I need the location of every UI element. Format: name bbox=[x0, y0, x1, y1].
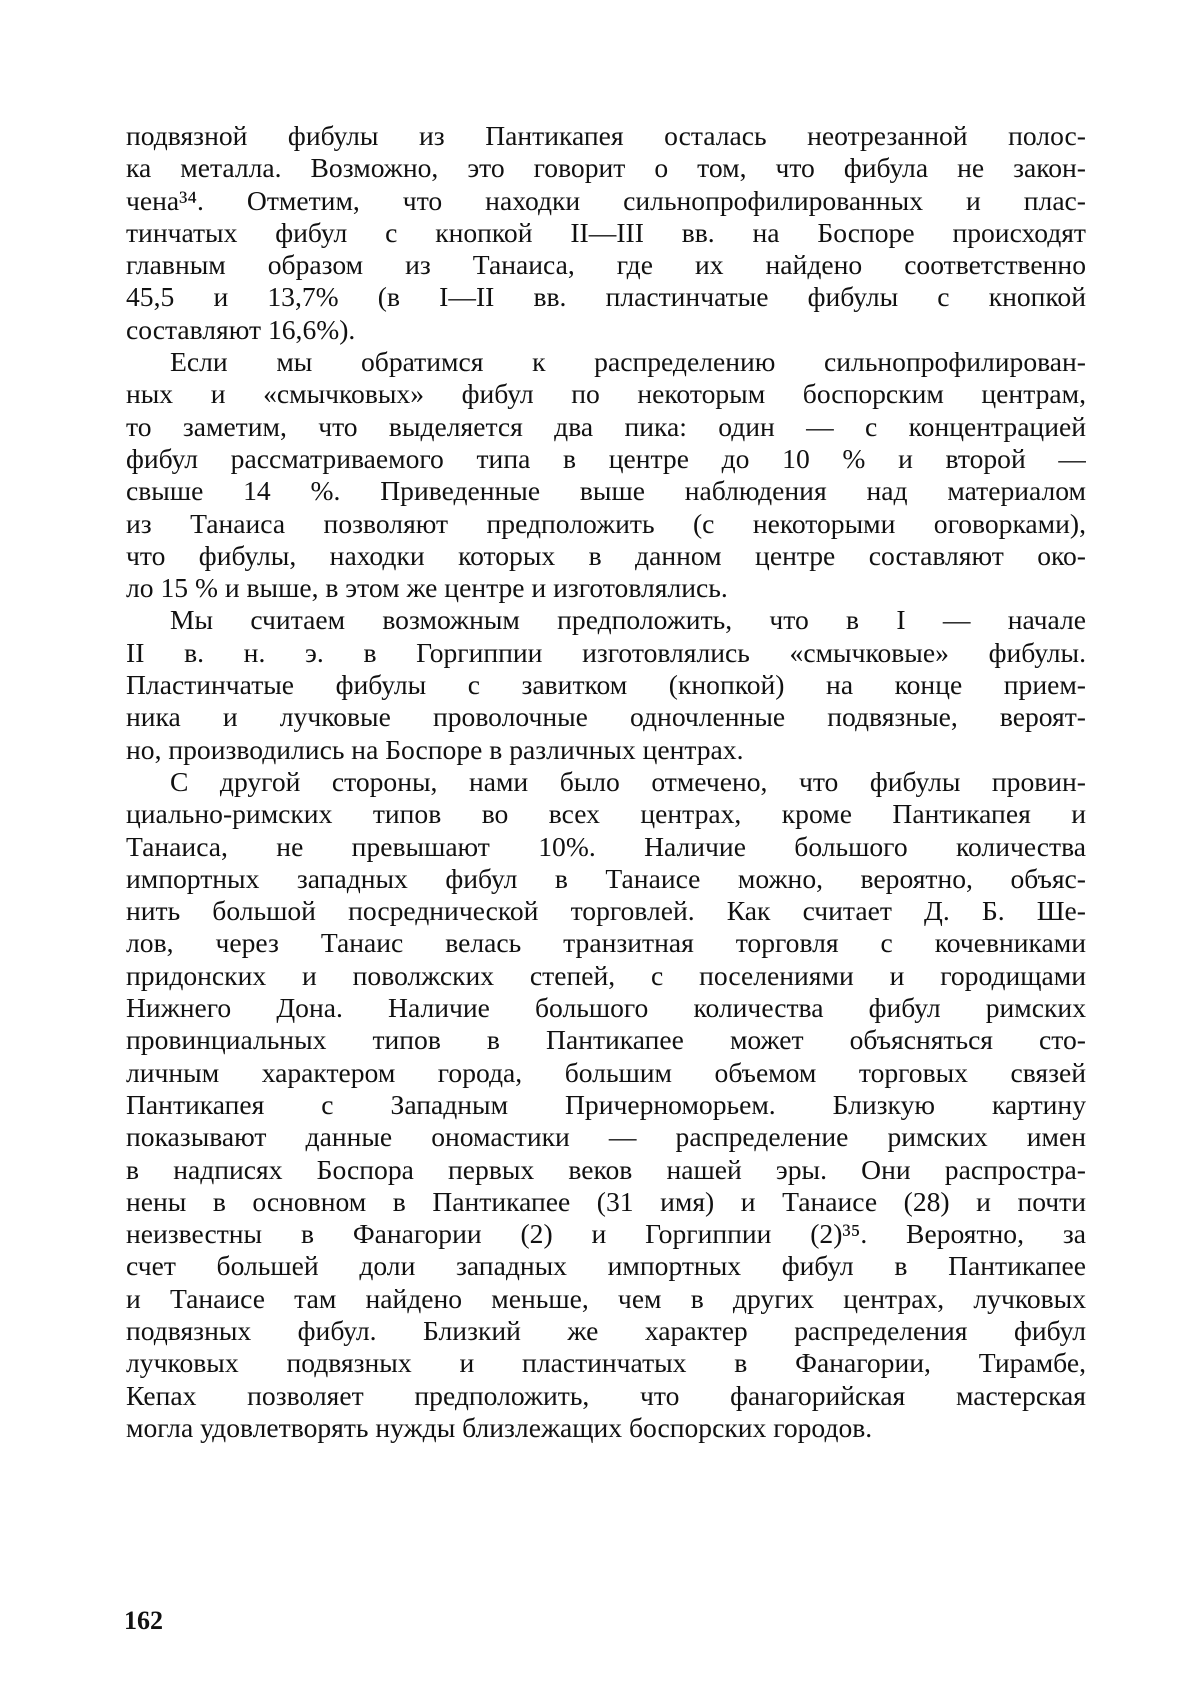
text-line: ных и «смычковых» фибул по некоторым боспорским центрам, bbox=[126, 378, 1086, 410]
text-line: ло 15 % и выше, в этом же центре и изготовлялись. bbox=[126, 572, 728, 604]
text-line: нены в основном в Пантикапее (31 имя) и Танаисе (28) и почти bbox=[126, 1185, 1086, 1217]
paragraph bbox=[126, 346, 1086, 604]
text-line: придонских и поволжских степей, с поселениями и городищами bbox=[126, 959, 1086, 991]
text-line: Пантикапея с Западным Причерноморьем. Близкую картину bbox=[126, 1088, 1086, 1120]
text-line: Танаиса, не превышают 10%. Наличие большого количества bbox=[126, 830, 1086, 862]
text-line: счет большей доли западных импортных фибул в Пантикапее bbox=[126, 1250, 1086, 1282]
text-line: но, производились на Боспоре в различных центрах. bbox=[126, 733, 744, 765]
paragraph bbox=[126, 766, 1086, 1444]
text-line: подвязной фибулы из Пантикапея осталась неотрезанной полос- bbox=[126, 120, 1086, 151]
text-line: фибул рассматриваемого типа в центре до 10 % и второй — bbox=[126, 442, 1086, 474]
text-line: Если мы обратимся к распределению сильнопрофилирован- bbox=[170, 346, 1086, 378]
text-line: 45,5 и 13,7% (в I—II вв. пластинчатые фибулы с кнопкой bbox=[126, 281, 1086, 313]
text-line: и Танаисе там найдено меньше, чем в других центрах, лучковых bbox=[126, 1282, 1086, 1314]
text-line: нить большой посреднической торговлей. Как считает Д. Б. Ше- bbox=[126, 895, 1086, 927]
page-number: 162 bbox=[124, 1606, 163, 1635]
text-line: ника и лучковые проволочные одночленные подвязные, вероят- bbox=[126, 701, 1086, 733]
text-line: импортных западных фибул в Танаисе можно, вероятно, объяс- bbox=[126, 862, 1086, 894]
text-line: Кепах позволяет предположить, что фанагорийская мастерская bbox=[126, 1379, 1086, 1411]
text-line: составляют 16,6%). bbox=[126, 313, 356, 345]
text-line: в надписях Боспора первых веков нашей эры. Они распростра- bbox=[126, 1153, 1086, 1185]
text-line: Нижнего Дона. Наличие большого количества фибул римских bbox=[126, 992, 1086, 1024]
text-line: Пластинчатые фибулы с завитком (кнопкой) на конце прием- bbox=[126, 669, 1086, 701]
text-line: подвязных фибул. Близкий же характер распределения фибул bbox=[126, 1314, 1086, 1346]
paragraph bbox=[126, 120, 1086, 346]
text-line: Мы считаем возможным предположить, что в I — начале bbox=[170, 604, 1086, 636]
text-line: личным характером города, большим объемом торговых связей bbox=[126, 1056, 1086, 1088]
text-line: что фибулы, находки которых в данном центре составляют око- bbox=[126, 539, 1086, 571]
text-line: из Танаиса позволяют предположить (с некоторыми оговорками), bbox=[126, 507, 1086, 539]
text-line: ка металла. Возможно, это говорит о том, что фибула не закон- bbox=[126, 152, 1086, 184]
text-line: II в. н. э. в Горгиппии изготовлялись «смычковые» фибулы. bbox=[126, 636, 1086, 668]
page-text bbox=[126, 120, 1086, 1444]
text-line: свыше 14 %. Приведенные выше наблюдения над материалом bbox=[126, 475, 1086, 507]
text-line: неизвестны в Фанагории (2) и Горгиппии (2)³⁵. Вероятно, за bbox=[126, 1218, 1086, 1250]
text-line: лов, через Танаис велась транзитная торговля с кочевниками bbox=[126, 927, 1086, 959]
text-line: циально-римских типов во всех центрах, кроме Пантикапея и bbox=[126, 798, 1086, 830]
text-line: могла удовлетворять нужды близлежащих боспорских городов. bbox=[126, 1411, 873, 1443]
text-line: показывают данные ономастики — распределение римских имен bbox=[126, 1121, 1086, 1153]
text-line: тинчатых фибул с кнопкой II—III вв. на Боспоре происходят bbox=[126, 216, 1086, 248]
text-line: лучковых подвязных и пластинчатых в Фанагории, Тирамбе, bbox=[126, 1347, 1086, 1379]
text-line: С другой стороны, нами было отмечено, что фибулы провин- bbox=[170, 765, 1086, 797]
text-line: провинциальных типов в Пантикапее может объясняться сто- bbox=[126, 1024, 1086, 1056]
paragraph bbox=[126, 604, 1086, 765]
text-line: главным образом из Танаиса, где их найдено соответственно bbox=[126, 249, 1086, 281]
text-line: то заметим, что выделяется два пика: один — с концентрацией bbox=[126, 410, 1086, 442]
text-line: чена³⁴. Отметим, что находки сильнопрофилированных и плас- bbox=[126, 184, 1086, 216]
